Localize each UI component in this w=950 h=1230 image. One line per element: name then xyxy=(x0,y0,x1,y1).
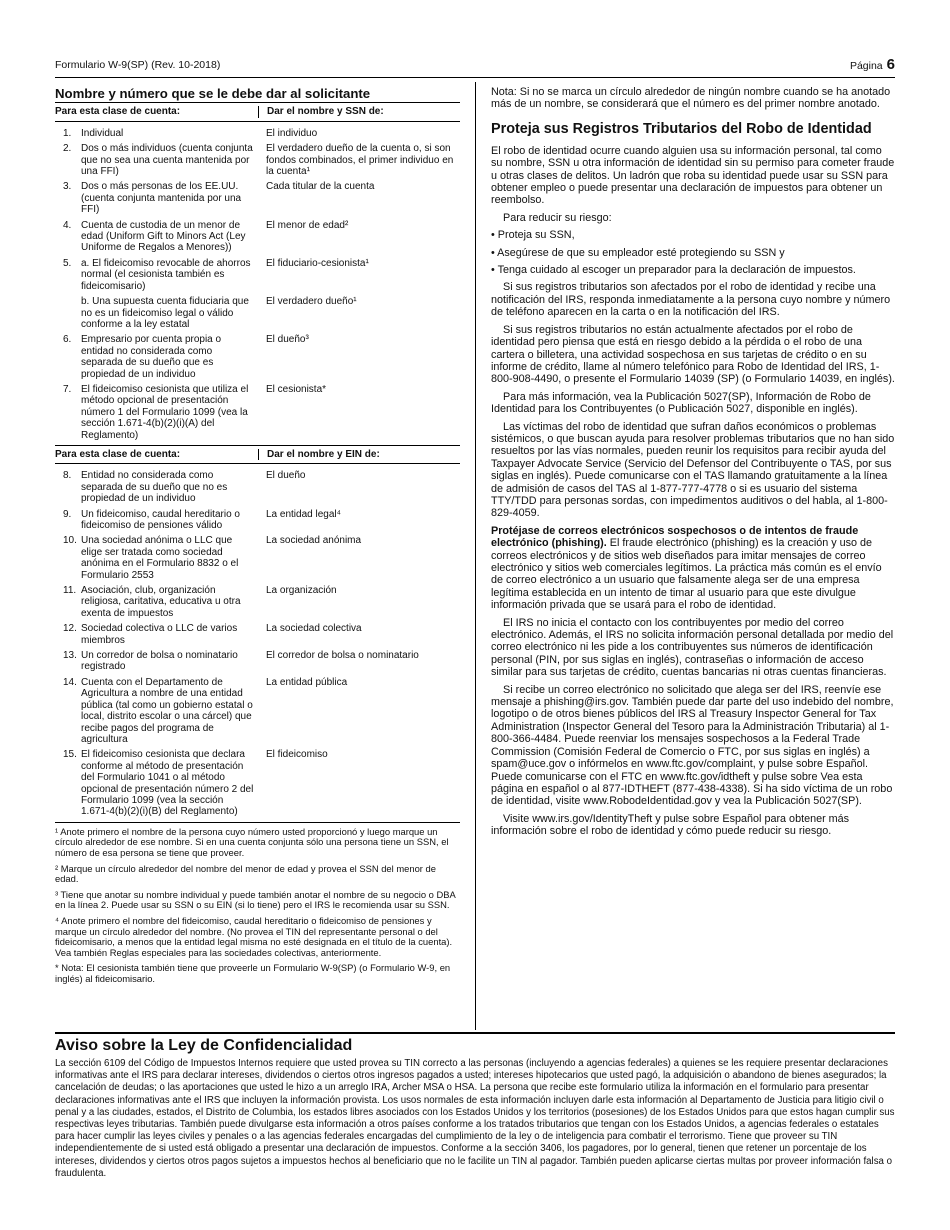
give-name-of: El fideicomiso xyxy=(266,749,328,761)
table-row xyxy=(55,258,460,292)
left-column xyxy=(55,86,460,989)
give-name-of: La organización xyxy=(266,585,337,597)
account-type xyxy=(55,623,258,646)
account-type xyxy=(55,296,258,330)
table-row xyxy=(55,181,460,215)
header-divider xyxy=(55,77,895,78)
row-number: 12. xyxy=(63,623,77,635)
table-row xyxy=(55,535,460,581)
account-type xyxy=(55,334,258,380)
footnote-1: ¹ Anote primero el nombre de la persona cuyo número usted proporcionó y luego marque un círculo alrededor de ese nombre. Si en una cuenta conjunta sólo una persona tiene un SSN, el número de esa persona se tiene que proveer. xyxy=(55,825,449,858)
paragraph-9: Si recibe un correo electrónico no solicitado que alega ser del IRS, reenvíe ese mensaje a phishing@irs.gov. También puede dar parte del uso indebido del nombre, logotipo o de otros bienes públicos del IRS al Treasury Inspector General for Tax Administration (Inspector General del Tesoro para la Administración Tributaria) al 1-800-366-4484. Puede reenviar los mensajes sospechosos a la Federal Trade Commission (Comisión Federal de Comercio o FTC, por sus siglas en inglés) a spam@uce.gov o infórmelos en www.ftc.gov/complaint, y pulse sobre Español. Puede comunicarse con el FTC en www.ftc.gov/idtheft y pulse sobre Vea esta página en español o al 877-IDTHEFT (877-438-4338). Si ha sido víctima de un robo de identidad, visite www.RobodeIdentidad.gov y vea la Publicación 5027(SP). xyxy=(491,683,894,808)
give-name-of: La entidad legal⁴ xyxy=(266,508,341,520)
page-label: Página xyxy=(849,60,883,72)
paragraph-7 xyxy=(491,525,895,612)
account-text: Sociedad colectiva o LLC de varios miembros xyxy=(81,623,238,646)
footnote-4: ⁴ Anote primero el nombre del fideicomiso, caudal hereditario o fideicomiso de pensiones y marque un círculo alrededor del nombre. (No provea el TIN del representante personal o del fideicomisario, a menos que la entidad legal misma no esté designada en el título de la cuenta). Vea también Reglas especiales para las sociedades colectivas, anteriormente. xyxy=(55,914,453,958)
paragraph-6: Las víctimas del robo de identidad que sufran daños económicos o problemas sistémicos, o que buscan ayuda para resolver problemas tributarios que no han sido resueltos por las vías normales, pueden reunir los requisitos para recibir ayuda del Taxpayer Advocate Service (Servicio del Defensor del Contribuyente o TAS, por sus siglas en inglés). Puede comunicarse con el TAS llamando gratuitamente a la línea de admisión de casos del TAS al 1-877-777-4778 o si es usuario del sistema TTY/TDD para personas sordas, con impedimentos auditivos o del habla, al 1-800-829-4059. xyxy=(491,420,895,520)
give-name-of: El dueño xyxy=(266,470,306,482)
row-number: 9. xyxy=(63,508,72,520)
table-row xyxy=(55,128,460,139)
table-row xyxy=(55,650,460,673)
row-number: 1. xyxy=(63,127,72,139)
account-text: Empresario por cuenta propia o entidad no considerada como separada de su dueño que es propiedad de un individuo xyxy=(81,334,222,380)
bullet-3: • Tenga cuidado al escoger un preparador para la declaración de impuestos. xyxy=(491,264,856,277)
row-number xyxy=(63,296,81,330)
table1-col1: Para esta clase de cuenta: xyxy=(55,106,181,118)
account-text: El fideicomiso cesionista que utiliza el método opcional de presentación número 1 del Formulario 1099 (vea la sección 1.671-4(b)(2)(i)(A) del Reglamento) xyxy=(81,383,249,441)
bullet-2: • Asegúrese de que su empleador esté protegiendo su SSN y xyxy=(491,246,785,259)
account-text: b. Una supuesta cuenta fiduciaria que no es un fideicomiso legal o válido conforme a la ley estatal xyxy=(81,296,249,330)
give-name-of: Cada titular de la cuenta xyxy=(266,181,375,193)
account-type xyxy=(55,181,258,215)
account-text: Dos o más individuos (cuenta conjunta que no sea una cuenta mantenida por una FFI) xyxy=(81,143,253,178)
footnote-2: ² Marque un círculo alrededor del nombre del menor de edad y provea el SSN del menor de edad. xyxy=(55,862,436,885)
privacy-text: La sección 6109 del Código de Impuestos Internos requiere que usted provea su TIN correcto a las personas (incluyendo a agencias federales) a quienes se les requiere presentar declaraciones informativas ante el IRS para declarar intereses, dividendos o ciertos otros ingresos pagados a usted; intereses hipotecarios que usted pagó, la adquisición o abandono de bienes asegurados; la cancelación de deudas; o las aportaciones que usted le hizo a un arreglo IRA, Archer MSA o HSA. La persona que recibe este formulario utiliza la información en el formulario para presentar declaraciones informativas ante el IRS que incluyen la información provista. Los usos normales de esta información incluyen darle esta información al Departamento de Justicia para litigio civil o penal y a las ciudades, estados, el Distrito de Columbia, los estados libres asociados con los Estados Unidos y los territorios (posesiones) de los Estados Unidos para que estos hagan cumplir sus respectivas leyes tributarias. También puede divulgarse esta información a otros países conforme a los tratados tributarios que tengan con los Estados Unidos, a agencias federales o estatales para hacer cumplir las leyes civiles y penales o a las agencias federales encargadas del cumplimiento de la ley o de inteligencia para combatir el terrorismo. Tiene que proveer su TIN independientemente de si usted está obligado a presentar una declaración de impuestos. Conforme a la sección 3406, los pagadores, por lo general, tienen que retener un porcentaje de los intereses, dividendos y ciertos otros pagos sujetos a impuestos hechos al beneficiario que no le facilite un TIN al pagador. También pueden aplicarse ciertas multas por proveer información falsa o fraudulenta. xyxy=(55,1058,895,1179)
account-type xyxy=(55,650,258,673)
account-type xyxy=(55,220,258,254)
row-number: 6. xyxy=(63,334,72,346)
give-name-of: El menor de edad² xyxy=(266,219,349,231)
identity-theft-heading: Proteja sus Registros Tributarios del Robo de Identidad xyxy=(491,120,872,137)
give-name-of: El verdadero dueño de la cuenta o, si son fondos combinados, el primer individuo en la cuenta¹ xyxy=(266,143,454,178)
phishing-heading: Protéjase de correos electrónicos sospechosos o de intentos de fraude electrónico (phishing). xyxy=(491,524,859,550)
table-row xyxy=(55,296,460,330)
table-row xyxy=(55,509,460,532)
give-name-of: El dueño³ xyxy=(266,334,309,346)
table2-header xyxy=(55,446,460,464)
paragraph-4: Si sus registros tributarios no están actualmente afectados por el robo de identidad pero piensa que está en riesgo debido a la pérdida o el robo de una cartera o billetera, una actividad sospechosa en sus tarjetas de crédito o en su informe de crédito, llame al número telefónico para Robo de Identidad del IRS, 1-800-908-4490, o presente el Formulario 14039 (SP) (o Formulario 14039, en inglés). xyxy=(491,323,895,386)
left-title: Nombre y número que se le debe dar al solicitante xyxy=(55,88,460,103)
table2-col1: Para esta clase de cuenta: xyxy=(55,448,181,460)
page-number: 6 xyxy=(886,56,895,73)
row-number: 15. xyxy=(63,749,77,761)
table-row xyxy=(55,470,460,504)
paragraph-10: Visite www.irs.gov/IdentityTheft y pulse sobre Español para obtener más información sobre el robo de identidad y cómo puede reducir su riesgo. xyxy=(491,812,850,838)
paragraph-5: Para más información, vea la Publicación 5027(SP), Información de Robo de Identidad para los Contribuyentes (o Publicación 5027, disponible en inglés). xyxy=(491,390,871,416)
account-text: Una sociedad anónima o LLC que elige ser tratada como sociedad anónima en el Formulario 8832 o el Formulario 2553 xyxy=(81,535,239,581)
row-number: 2. xyxy=(63,143,72,155)
row-number: 10. xyxy=(63,535,77,547)
account-type xyxy=(55,749,258,817)
page-indicator xyxy=(850,56,895,73)
footnote-3: ³ Tiene que anotar su nombre individual y puede también anotar el nombre de su negocio o DBA en la línea 2. Puede usar su SSN o su EIN (si lo tiene) pero el IRS le recomienda usar su SSN. xyxy=(55,888,456,911)
phishing-text: El fraude electrónico (phishing) es la creación y uso de correos electrónicos y de sitios web diseñados para imitar mensajes de correo electrónico y sitios web comerciales legítimos. La práctica más común es el envío de correo electrónico a un usuario que falsamente alega ser de una empresa legítima establecida en un intento de timar al usuario para que este divulgue información privada que se usará para el robo de identidad. xyxy=(491,537,882,612)
account-type xyxy=(55,677,258,745)
table-row xyxy=(55,749,460,817)
table-row xyxy=(55,623,460,646)
account-type xyxy=(55,585,258,619)
table1-col2: Dar el nombre y SSN de: xyxy=(258,106,460,117)
row-number: 4. xyxy=(63,219,72,231)
give-name-of: El individuo xyxy=(266,127,318,139)
give-name-of: La entidad pública xyxy=(266,676,348,688)
give-name-of: El corredor de bolsa o nominatario xyxy=(266,650,419,662)
account-text: El fideicomiso cesionista que declara conforme al método de presentación del Formulario 1041 o al método opcional de presentación número 2 del Formulario 1099 (vea la sección 1.671-4(b)(2)(i)(B) del Reglamento) xyxy=(81,749,254,818)
account-type xyxy=(55,535,258,581)
account-text: Entidad no considerada como separada de su dueño que no es propiedad de un individuo xyxy=(81,470,228,505)
table2-body xyxy=(55,464,460,822)
account-text: Cuenta de custodia de un menor de edad (Uniform Gift to Minors Act (Ley Uniforme de Regalos a Menores)) xyxy=(81,219,246,254)
row-number: 8. xyxy=(63,470,72,482)
row-number: 3. xyxy=(63,181,72,193)
nota-paragraph: Nota: Si no se marca un círculo alrededor de ningún nombre cuando se ha anotado más de un nombre, se considerará que el número es del primer nombre anotado. xyxy=(491,86,891,111)
row-number: 5. xyxy=(63,257,72,269)
column-divider xyxy=(475,82,476,1030)
account-text: Un fideicomiso, caudal hereditario o fideicomiso de pensiones válido xyxy=(81,508,240,531)
give-name-of: La sociedad colectiva xyxy=(266,623,362,635)
table1-body xyxy=(55,122,460,446)
account-text: Asociación, club, organización religiosa, caritativa, educativa u otra exenta de impuestos xyxy=(81,585,241,619)
row-number: 14. xyxy=(63,676,77,688)
account-type xyxy=(55,384,258,441)
account-type xyxy=(55,128,258,139)
privacy-divider xyxy=(55,1032,895,1034)
account-text: Dos o más personas de los EE.UU. (cuenta conjunta mantenida por una FFI) xyxy=(81,181,242,216)
paragraph-1: El robo de identidad ocurre cuando alguien usa su información personal, tal como su nombre, SSN u otra información de identidad sin su permiso para cometer fraude u otras clases de delitos. Un ladrón que roba su identidad puede usar su SSN para obtener empleo o puede presentar una declaración de impuestos para obtener un reembolso. xyxy=(491,144,895,207)
right-column xyxy=(491,86,895,843)
account-text: Un corredor de bolsa o nominatario registrado xyxy=(81,650,238,673)
paragraph-3: Si sus registros tributarios son afectados por el robo de identidad y recibe una notificación del IRS, responda inmediatamente a la persona cuyo nombre y número de teléfono aparecen en la carta o en la notificación del IRS. xyxy=(491,281,891,319)
table-row xyxy=(55,585,460,619)
bullet-1: • Proteja su SSN, xyxy=(491,229,575,242)
row-number: 11. xyxy=(63,585,77,597)
give-name-of: El fiduciario-cesionista¹ xyxy=(266,257,369,269)
table-row xyxy=(55,384,460,441)
table-row xyxy=(55,143,460,177)
account-type xyxy=(55,509,258,532)
paragraph-8: El IRS no inicia el contacto con los contribuyentes por medio del correo electrónico. Además, el IRS no solicita información personal detallada por medio del correo electrónico ni les pide a los contribuyentes sus números de identificación personal (PIN, por sus siglas en inglés), contraseñas o información de acceso similar para sus tarjetas de crédito, cuentas bancarias ni otras cuentas financieras. xyxy=(491,616,894,679)
form-title: Formulario W-9(SP) (Rev. 10-2018) xyxy=(55,59,221,71)
give-name-of: La sociedad anónima xyxy=(266,535,362,547)
row-number: 13. xyxy=(63,650,77,662)
footnote-note: * Nota: El cesionista también tiene que proveerle un Formulario W-9(SP) (o Formulario W-9, en inglés) al fideicomisario. xyxy=(55,962,451,984)
table2-col2: Dar el nombre y EIN de: xyxy=(258,449,460,460)
account-text: a. El fideicomiso revocable de ahorros normal (el cesionista también es fideicomisario) xyxy=(81,257,251,292)
table-row xyxy=(55,220,460,254)
page-header xyxy=(55,56,895,76)
account-text: Cuenta con el Departamento de Agricultura a nombre de una entidad pública (tal como un gobierno estatal o local, distrito escolar o una cárcel) que recibe pagos del programa de agricultura xyxy=(81,676,253,745)
account-text: Individual xyxy=(81,127,124,139)
account-type xyxy=(55,470,258,504)
privacy-title: Aviso sobre la Ley de Confidencialidad xyxy=(55,1037,353,1054)
row-number: 7. xyxy=(63,383,72,395)
account-type xyxy=(55,143,258,177)
table1-header xyxy=(55,103,460,121)
give-name-of: El verdadero dueño¹ xyxy=(266,296,357,308)
footnotes xyxy=(55,827,460,985)
account-type xyxy=(55,258,258,292)
give-name-of: El cesionista* xyxy=(266,383,327,395)
paragraph-2: Para reducir su riesgo: xyxy=(503,211,612,224)
table-row xyxy=(55,334,460,380)
table-row xyxy=(55,677,460,745)
